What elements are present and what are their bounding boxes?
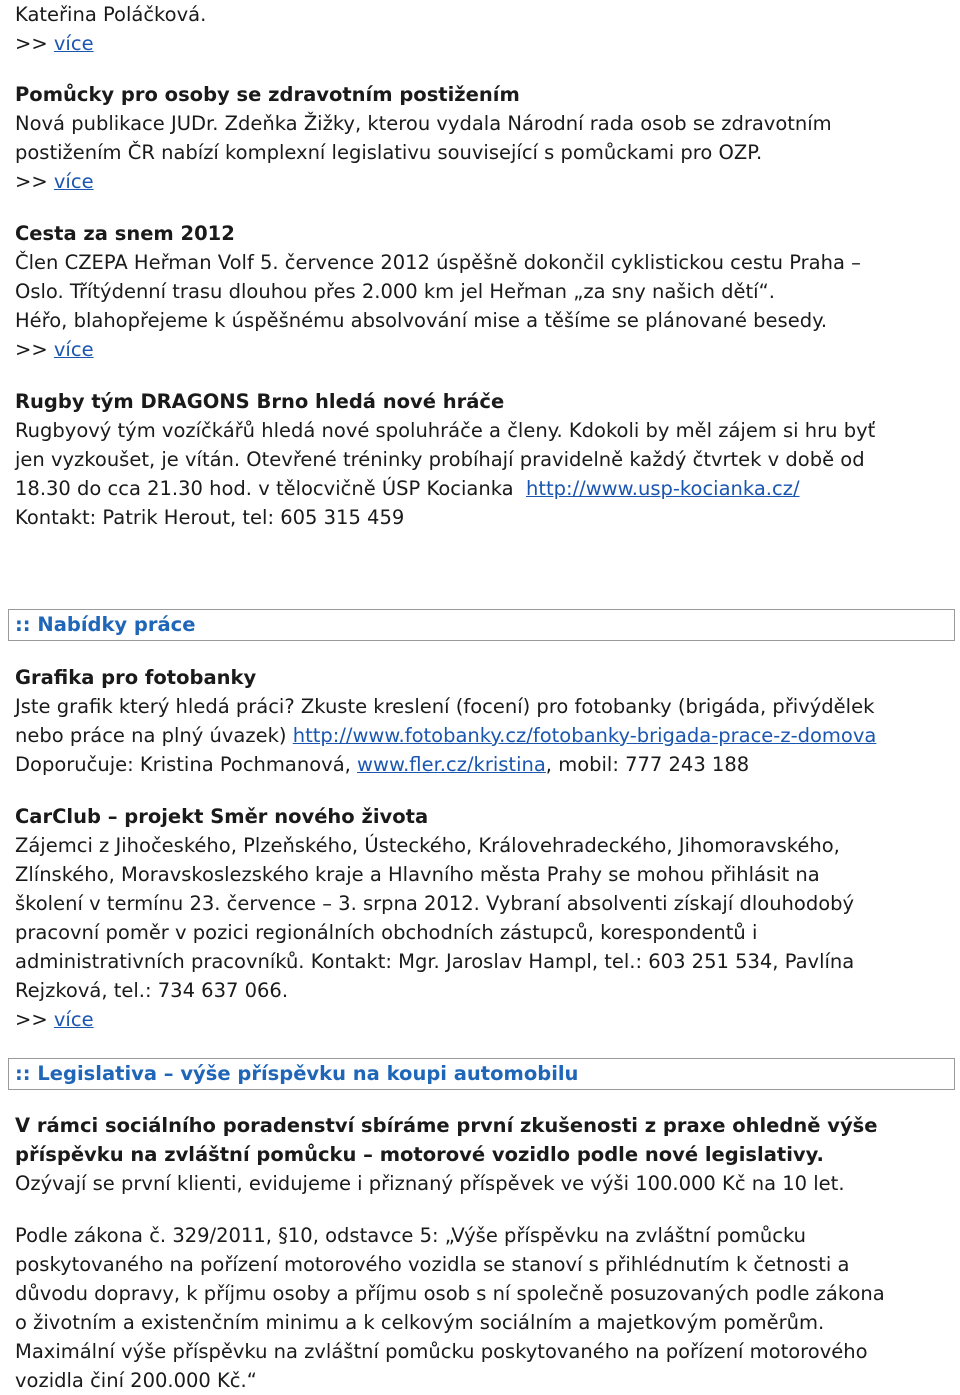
job-text-line: administrativních pracovníků. Kontakt: Mgr. Jaroslav Hampl, tel.: 603 251 534, Pavlína: [15, 950, 855, 973]
mobile-text: , mobil: 777 243 188: [545, 753, 750, 776]
more-link-row: [15, 1005, 955, 1034]
intro-fragment: [15, 0, 955, 58]
job-text-line: Jste grafik který hledá práci? Zkuste kreslení (focení) pro fotobanky (brigáda, přivýdělek: [15, 695, 875, 718]
law-text-line: Maximální výše příspěvku na zvláštní pomůcku poskytovaného na pořízení motorového: [15, 1340, 868, 1363]
recommender-text: Doporučuje: Kristina Pochmanová,: [15, 753, 358, 776]
contact-line: Kontakt: Patrik Herout, tel: 605 315 459: [15, 506, 405, 529]
article-title: Rugby tým DRAGONS Brno hledá nové hráče: [15, 390, 505, 413]
article-text-line: postižením ČR nabízí komplexní legislativu související s pomůckami pro OZP.: [15, 141, 763, 164]
job-text-line: školení v termínu 23. července – 3. srpna 2012. Vybraní absolventi získají dlouhodobý: [15, 892, 855, 915]
law-text-line: důvodu dopravy, k příjmu osoby a příjmu osob s ní společně posuzovaných podle zákona: [15, 1282, 885, 1305]
author-line: Kateřina Poláčková.: [15, 3, 207, 26]
training-time-text: 18.30 do cca 21.30 hod. v tělocvičně ÚSP Kocianka: [15, 477, 526, 500]
article-text-line: jen vyzkoušet, je vítán. Otevřené tréninky probíhají pravidelně každý čtvrtek v době od: [15, 448, 865, 471]
more-link-row: [15, 29, 955, 58]
article-cesta-za-snem: [15, 219, 955, 364]
more-prefix: >>: [15, 32, 54, 55]
article-text-line: Héřo, blahopřejeme k úspěšnému absolvování mise a těšíme se plánované besedy.: [15, 309, 828, 332]
section-title: :: Nabídky práce: [15, 613, 196, 636]
more-link-row: [15, 335, 955, 364]
more-link-row: [15, 167, 955, 196]
job-grafika: [15, 663, 955, 779]
job-carclub: [15, 802, 955, 1034]
lead-bold-line: příspěvku na zvláštní pomůcku – motorové vozidlo podle nové legislativy.: [15, 1143, 824, 1166]
more-prefix: >>: [15, 338, 54, 361]
fotobanky-link[interactable]: http://www.fotobanky.cz/fotobanky-brigada-prace-z-domova: [292, 724, 877, 747]
article-text-line: [15, 474, 955, 503]
more-link[interactable]: více: [53, 338, 94, 361]
more-link[interactable]: více: [53, 1008, 94, 1031]
more-link[interactable]: více: [53, 32, 94, 55]
job-text-line: [15, 750, 955, 779]
job-text-line: Rejzková, tel.: 734 637 066.: [15, 979, 289, 1002]
section-title: :: Legislativa – výše příspěvku na koupi automobilu: [15, 1062, 579, 1085]
law-quote: [15, 1221, 955, 1395]
law-text-line: Podle zákona č. 329/2011, §10, odstavce 5: „Výše příspěvku na zvláštní pomůcku: [15, 1224, 807, 1247]
job-title: Grafika pro fotobanky: [15, 666, 257, 689]
more-prefix: >>: [15, 1008, 54, 1031]
lead-bold-line: V rámci sociálního poradenství sbíráme první zkušenosti z praxe ohledně výše: [15, 1114, 878, 1137]
job-text-line: pracovní poměr v pozici regionálních obchodních zástupců, korespondentů i: [15, 921, 758, 944]
article-title: Pomůcky pro osoby se zdravotním postižením: [15, 83, 520, 106]
more-prefix: >>: [15, 170, 54, 193]
job-text-line: Zájemci z Jihočeského, Plzeňského, Ústeckého, Královehradeckého, Jihomoravského,: [15, 834, 840, 857]
law-text-line: poskytovaného na pořízení motorového vozidla se stanoví s přihlédnutím k četnosti a: [15, 1253, 850, 1276]
job-title: CarClub – projekt Směr nového života: [15, 805, 429, 828]
job-text-line: [15, 721, 955, 750]
job-text-line: Zlínského, Moravskoslezského kraje a Hlavního města Prahy se mohou přihlásit na: [15, 863, 820, 886]
article-pomucky: [15, 80, 955, 196]
job-text: nebo práce na plný úvazek): [15, 724, 293, 747]
article-rugby: [15, 387, 955, 532]
section-header-legislation: [8, 1058, 955, 1090]
article-text-line: Nová publikace JUDr. Zdeňka Žižky, kterou vydala Národní rada osob se zdravotním: [15, 112, 832, 135]
article-text-line: Oslo. Třítýdenní trasu dlouhou přes 2.000 km jel Heřman „za sny našich dětí“.: [15, 280, 775, 303]
legislation-body: [15, 1111, 955, 1198]
intro-line: Ozývají se první klienti, evidujeme i přiznaný příspěvek ve výši 100.000 Kč na 10 let.: [15, 1172, 845, 1195]
law-text-line: o životním a existenčním minimu a k celkovým sociálním a majetkovým poměrům.: [15, 1311, 825, 1334]
law-text-line: vozidla činí 200.000 Kč.“: [15, 1369, 257, 1392]
more-link[interactable]: více: [53, 170, 94, 193]
usp-kocianka-link[interactable]: http://www.usp-kocianka.cz/: [526, 477, 800, 500]
section-header-jobs: [8, 609, 955, 641]
article-text-line: Rugbyový tým vozíčkářů hledá nové spoluhráče a členy. Kdokoli by měl zájem si hru byť: [15, 419, 876, 442]
article-title: Cesta za snem 2012: [15, 222, 235, 245]
fler-link[interactable]: www.fler.cz/kristina: [357, 753, 546, 776]
article-text-line: Člen CZEPA Heřman Volf 5. července 2012 úspěšně dokončil cyklistickou cestu Praha –: [15, 251, 861, 274]
